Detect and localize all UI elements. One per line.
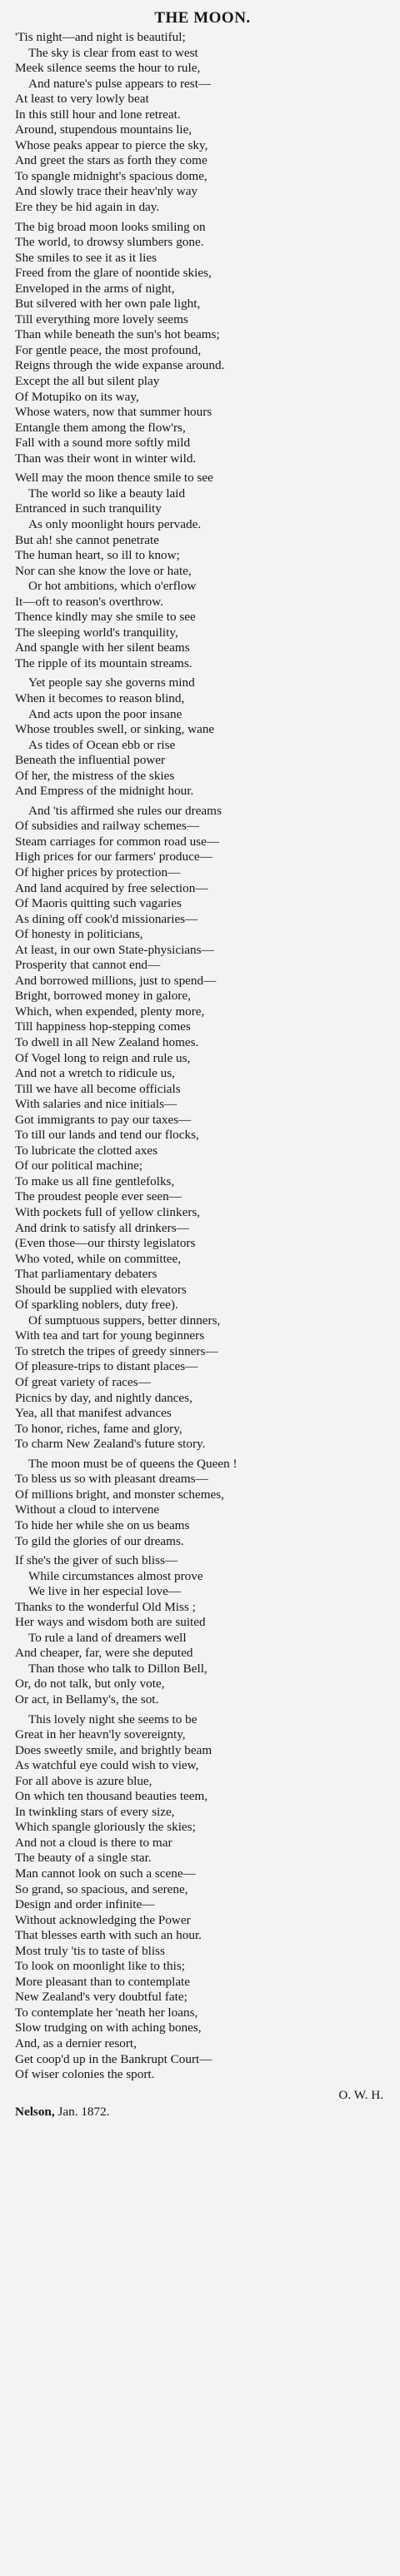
poem-line: Without a cloud to intervene <box>15 1502 160 1517</box>
poem-line: As watchful eye could wish to view, <box>15 1758 199 1773</box>
poem-line: Reigns through the wide expanse around. <box>15 358 225 373</box>
poem-line: Get coop'd up in the Bankrupt Court— <box>15 2051 212 2066</box>
poem-line: More pleasant than to contemplate <box>15 1974 191 1989</box>
author-signature: O. W. H. <box>338 2087 383 2102</box>
poem-line: Of subsidies and railway schemes— <box>15 819 200 834</box>
poem-line: Or hot ambitions, which o'erflow <box>28 579 197 594</box>
poem-line: Of sparkling noblers, duty free). <box>15 1298 178 1313</box>
poem-line: Entangle them among the flow'rs, <box>15 420 186 435</box>
poem-line: To bless us so with pleasant dreams— <box>15 1472 208 1487</box>
dateline-date: Jan. 1872. <box>58 2104 110 2119</box>
poem-line: Than was their wont in winter wild. <box>15 451 197 466</box>
poem-line: Of wiser colonies the sport. <box>15 2067 155 2082</box>
poem-line: And cheaper, far, were she deputed <box>15 1646 193 1661</box>
poem-line: Thanks to the wonderful Old Miss ; <box>15 1599 196 1614</box>
poem-line: To make us all fine gentlefolks, <box>15 1173 175 1188</box>
poem-line: Man cannot look on such a scene— <box>15 1866 196 1881</box>
poem-line: Whose peaks appear to pierce the sky, <box>15 137 208 152</box>
poem-line: Of our political machine; <box>15 1158 143 1173</box>
poem-line: Most truly 'tis to taste of bliss <box>15 1943 165 1958</box>
poem-line: So grand, so spacious, and serene, <box>15 1881 188 1896</box>
poem-line: Around, stupendous mountains lie, <box>15 122 192 137</box>
stanza <box>15 1457 390 1549</box>
poem-line: At least to very lowly beat <box>15 92 149 107</box>
poem-line: And slowly trace their heav'nly way <box>15 184 198 199</box>
poem-line: The proudest people ever seen— <box>15 1189 182 1204</box>
poem-line: Of Vogel long to reign and rule us, <box>15 1050 191 1065</box>
poem-line: And borrowed millions, just to spend— <box>15 973 217 988</box>
poem-line: Of Maoris quitting such vagaries <box>15 896 182 911</box>
poem-line: (Even those—our thirsty legislators <box>15 1236 196 1251</box>
poem-line: Or, do not talk, but only vote, <box>15 1677 165 1692</box>
poem-line: Does sweetly smile, and brightly beam <box>15 1742 212 1757</box>
poem-line: Should be supplied with elevators <box>15 1282 187 1297</box>
poem-line: The ripple of its mountain streams. <box>15 655 192 670</box>
poem-line: For all above is azure blue, <box>15 1773 152 1788</box>
poem-line: Freed from the glare of noontide skies, <box>15 266 212 281</box>
poem-line: Yea, all that manifest advances <box>15 1406 172 1421</box>
poem-line: With pockets full of yellow clinkers, <box>15 1205 201 1220</box>
poem-line: This lovely night she seems to be <box>28 1712 198 1726</box>
poem-line: New Zealand's very doubtful fate; <box>15 1990 188 2005</box>
poem-line: To hide her while she on us beams <box>15 1517 190 1532</box>
poem-line: Slow trudging on with aching bones, <box>15 2020 202 2035</box>
poem-line: To gild the glories of our dreams. <box>15 1533 184 1548</box>
poem-line: If she's the giver of such bliss— <box>15 1553 178 1568</box>
poem-line: Ere they be hid again in day. <box>15 200 160 215</box>
poem-line: To contemplate her 'neath her loans, <box>15 2005 198 2020</box>
poem-line: Design and order infinite— <box>15 1897 155 1912</box>
poem-line: And Empress of the midnight hour. <box>15 784 194 799</box>
stanza <box>15 675 390 799</box>
poem-line: Nor can she know the love or hate, <box>15 563 192 578</box>
poem-line: Great in her heavn'ly sovereignty, <box>15 1727 186 1742</box>
poem-line: The sky is clear from east to west <box>28 45 198 60</box>
poem-line: Of her, the mistress of the skies <box>15 768 175 783</box>
poem-line: The sleeping world's tranquility, <box>15 625 178 640</box>
poem-line: In twinkling stars of every size, <box>15 1804 175 1819</box>
poem-line: When it becomes to reason blind, <box>15 690 185 705</box>
poem-line: Without acknowledging the Power <box>15 1912 191 1927</box>
poem-line: That parliamentary debaters <box>15 1267 158 1282</box>
poem-line: Except the all but silent play <box>15 374 160 389</box>
poem-line: The world, to drowsy slumbers gone. <box>15 235 204 250</box>
poem-line: And drink to satisfy all drinkers— <box>15 1220 189 1235</box>
poem-line: And not a cloud is there to mar <box>15 1835 172 1850</box>
poem-line: Fall with a sound more softly mild <box>15 436 191 451</box>
poem-line: Of sumptuous suppers, better dinners, <box>28 1313 221 1328</box>
stanza <box>15 30 390 216</box>
poem-line: For gentle peace, the most profound, <box>15 342 202 357</box>
poem-line: Bright, borrowed money in galore, <box>15 989 191 1004</box>
stanza <box>15 220 390 467</box>
poem-line: To charm New Zealand's future story. <box>15 1437 206 1452</box>
poem-line: 'Tis night—and night is beautiful; <box>15 30 186 44</box>
poem-line: Meek silence seems the hour to rule, <box>15 61 201 76</box>
poem-line: Steam carriages for common road use— <box>15 834 220 849</box>
poem-line: And greet the stars as forth they come <box>15 153 208 168</box>
poem-line: To dwell in all New Zealand homes. <box>15 1035 199 1049</box>
poem-line: On which ten thousand beauties teem, <box>15 1789 208 1804</box>
poem-line: Whose waters, now that summer hours <box>15 405 212 420</box>
poem-line: In this still hour and lone retreat. <box>15 107 181 122</box>
poem-line: And nature's pulse appears to rest— <box>28 76 212 91</box>
stanza <box>15 1553 390 1707</box>
poem-line: With tea and tart for young beginners <box>15 1328 205 1343</box>
poem-line: Yet people say she governs mind <box>28 675 195 690</box>
poem-line: As only moonlight hours pervade. <box>28 516 202 531</box>
poem-line: Of pleasure-trips to distant places— <box>15 1359 198 1374</box>
poem-line: Picnics by day, and nightly dances, <box>15 1390 192 1405</box>
poem-line: And land acquired by free selection— <box>15 880 208 895</box>
poem-line: Till happiness hop-stepping comes <box>15 1019 191 1034</box>
poem-line: We live in her especial love— <box>28 1584 182 1599</box>
poem-line: Of higher prices by protection— <box>15 864 181 879</box>
stanza <box>15 804 390 1452</box>
dateline <box>15 2105 390 2121</box>
poem-line: To look on moonlight like to this; <box>15 1959 185 1974</box>
poem-line: The human heart, so ill to know; <box>15 548 180 563</box>
poem-line: And spangle with her silent beams <box>15 640 190 655</box>
poem-line: Got immigrants to pay our taxes— <box>15 1112 192 1127</box>
poem-line: But silvered with her own pale light, <box>15 296 201 311</box>
poem-line: That blesses earth with such an hour. <box>15 1928 202 1943</box>
poem-line: Which spangle gloriously the skies; <box>15 1820 196 1835</box>
poem-line: Or act, in Bellamy's, the sot. <box>15 1692 159 1707</box>
poem-line: And not a wretch to ridicule us, <box>15 1066 175 1081</box>
stanza <box>15 1712 390 2083</box>
poem-line: Well may the moon thence smile to see <box>15 471 213 486</box>
poem-line: The world so like a beauty laid <box>28 486 186 501</box>
poem-line: And 'tis affirmed she rules our dreams <box>28 803 222 818</box>
poem-line: To till our lands and tend our flocks, <box>15 1128 199 1143</box>
poem-line: At least, in our own State-physicians— <box>15 942 214 957</box>
poem-line: And acts upon the poor insane <box>28 706 182 721</box>
poem-line: Thence kindly may she smile to see <box>15 610 196 625</box>
poem-line: With salaries and nice initials— <box>15 1097 178 1112</box>
poem-body <box>15 30 390 2083</box>
poem-line: She smiles to see it as it lies <box>15 250 157 265</box>
poem-line: Entranced in such tranquility <box>15 501 162 516</box>
poem-line: While circumstances almost prove <box>28 1568 203 1583</box>
poem-line: And, as a dernier resort, <box>15 2036 137 2050</box>
poem-line: To honor, riches, fame and glory, <box>15 1421 182 1436</box>
poem-line: Which, when expended, plenty more, <box>15 1004 205 1019</box>
poem-line: Till we have all become officials <box>15 1081 181 1096</box>
poem-line: Of Motupiko on its way, <box>15 389 139 404</box>
poem-line: Prosperity that cannot end— <box>15 958 161 973</box>
poem-line: Beneath the influential power <box>15 753 166 768</box>
poem-line: Whose troubles swell, or sinking, wane <box>15 722 215 737</box>
poem-line: To spangle midnight's spacious dome, <box>15 168 208 183</box>
poem-line: As dining off cook'd missionaries— <box>15 911 198 926</box>
poem-line: Than while beneath the sun's hot beams; <box>15 327 220 342</box>
poem-line: To stretch the tripes of greedy sinners— <box>15 1343 218 1358</box>
poem-line: But ah! she cannot penetrate <box>15 532 159 547</box>
dateline-place: Nelson, <box>15 2104 55 2119</box>
poem-line: It—oft to reason's overthrow. <box>15 594 164 609</box>
poem-line: To lubricate the clotted axes <box>15 1143 158 1158</box>
poem-line: Than those who talk to Dillon Bell, <box>28 1661 208 1676</box>
poem-line: The beauty of a single star. <box>15 1851 152 1866</box>
poem-line: Of honesty in politicians, <box>15 927 143 942</box>
poem-line: Of millions bright, and monster schemes, <box>15 1487 224 1502</box>
poem-line: High prices for our farmers' produce— <box>15 850 212 864</box>
poem-line: The moon must be of queens the Queen ! <box>28 1456 238 1471</box>
poem-line: As tides of Ocean ebb or rise <box>28 737 176 752</box>
poem-line: Enveloped in the arms of night, <box>15 281 175 296</box>
poem-line: Who voted, while on committee, <box>15 1251 182 1266</box>
poem-title: THE MOON. <box>154 9 251 27</box>
stanza <box>15 471 390 671</box>
poem-line: Till everything more lovely seems <box>15 311 188 326</box>
poem-line: Her ways and wisdom both are suited <box>15 1615 206 1630</box>
poem-line: The big broad moon looks smiling on <box>15 219 206 234</box>
poem-line: Of great variety of races— <box>15 1375 151 1390</box>
poem-line: To rule a land of dreamers well <box>28 1630 187 1645</box>
